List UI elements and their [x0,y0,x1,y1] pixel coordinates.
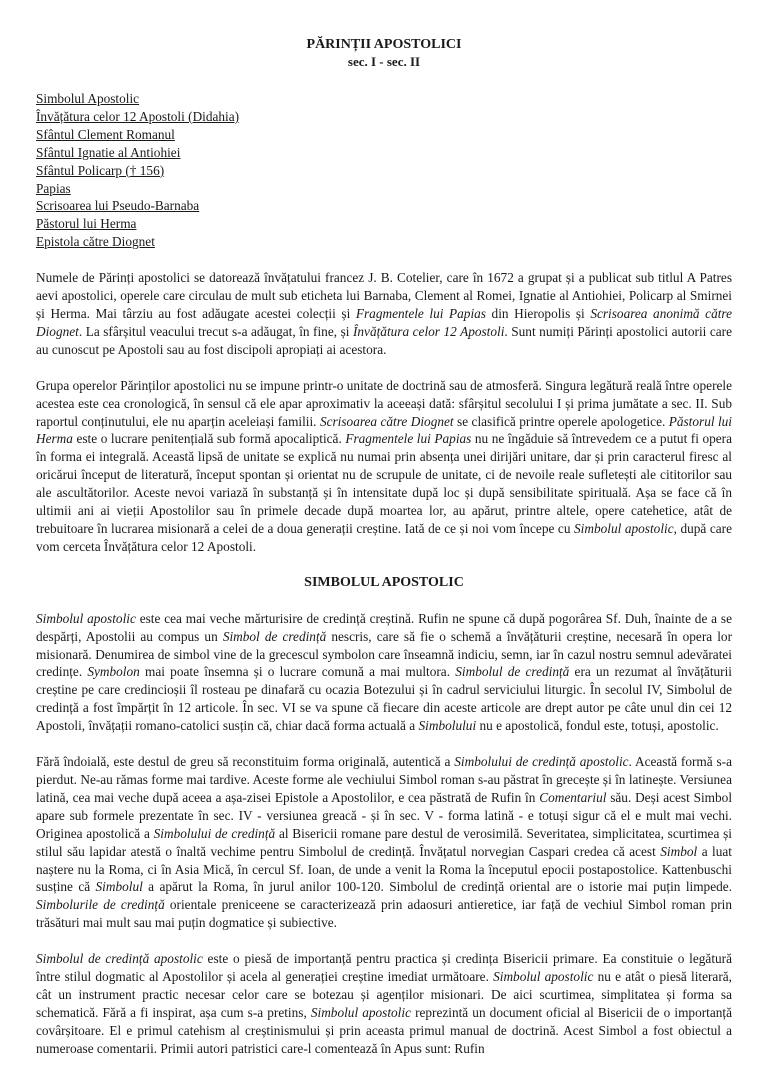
toc-link[interactable]: Sfântul Policarp († 156) [36,162,165,178]
italic-text: Simbolul apostolic [310,1004,411,1020]
toc-link[interactable]: Scrisoarea lui Pseudo-Barnaba [36,198,200,214]
toc-item [36,197,732,215]
toc-item [36,108,732,126]
toc-link[interactable]: Sfântul Ignatie al Antiohiei [36,144,181,160]
italic-text: Fragmentele lui Papias [355,305,486,321]
toc-item [36,90,732,108]
text-run: nescris, care să fie o schemă a învățăturii creștine, necesară în opera lor misionară. Denumirea de simbol vine de la grecescul symbolon care înseamnă indiciu, semn, iar în cazul nostru semnul adevăratei credințe. [36,628,732,680]
italic-text: Simbolului de credință apostolic [454,754,629,770]
text-run: , după care vom cerceta Învățătura celor 12 Apostoli. [36,520,733,554]
toc-link[interactable]: Păstorul lui Herma [36,216,137,232]
text-run: a luat naștere nu la Roma, ci în Asia Mică, în cercul Sf. Ioan, de unde a venit la Roma la începutul epocii postapostolice. Kattenbuschi susține că [36,843,733,895]
italic-text: Scrisoarea anonimă către Diognet [36,305,732,339]
italic-text: Simbolul [95,879,143,895]
italic-text: Simbolului de credință [153,825,276,841]
italic-text: Simbolul de credință apostolic [36,951,203,967]
intro-section [36,269,732,556]
italic-text: Fragmentele lui Papias [345,431,472,447]
text-run: este o piesă de importanță pentru practica și credința Bisericii primare. Ea constituie o legătură între stilul dogmatic al Apostolilor și acela al generației creștine imediat următoare. [36,951,732,985]
text-run: nu ne îngăduie să întrevedem ce a putut fi opera în forma ei integrală. Această lipsă de unitate se explică nu numai prin absența unei dirijări unitare, dar și prin caracterul firesc al oricărui început de literatură, început spontan și orientat nu de scrupule de unitate, ci de nevoile reale sufletești ale cititorilor sau ale ascultătorilor. Aceste nevoi variază în substanță și în intensitate după loc și după sensibilitate spirituală. Așa se face că în ultimii ani ai vieții Apostolilor sau în primele decade după moartea lor, au apărut, printre altele, opere catehetice, atât de trebuitoare în lucrarea misionară a celei de a doua generații creștine. Iată de ce și noi vom începe cu [36,431,733,536]
text-run: era un rezumat al învățăturii creștine pe care credincioșii îl rosteau pe dinafară cu ocazia Botezului și în cadrul serviciului liturgic. În secolul IV, Simbolul de credință a fost împărțit în 12 articole. În sec. VI se va spune că fiecare din aceste articole are drept autor pe câte unul din cei 12 Apostoli, învățații romano-catolici susțin că, chiar dacă forma actuală a [36,664,732,734]
italic-text: Symbolon [87,664,140,680]
body-paragraph [36,269,732,359]
toc-item [36,126,732,144]
italic-text: Simbolului [418,718,477,734]
text-run: reprezintă un document oficial al Bisericii de o importanță covârșitoare. El e primul catehism al creștinismului și prin aceasta primul manual de doctrină. Acest Simbol a fost obiectul a numeroase comentarii. Primii autori patristici care-l comentează în Apus sunt: Rufin [36,1004,732,1056]
text-run: a apărut la Roma, în jurul anilor 100-120. Simbolul de credință oriental are o istorie mai puțin limpede. [142,879,732,895]
body-paragraph [36,753,732,932]
text-run: . Sunt numiți Părinți apostolici autorii care au cunoscut pe Apostoli sau au fost discipoli apropiați ai acestora. [36,323,732,357]
text-run: din Hieropolis și [485,305,591,321]
text-run: . La sfârșitul veacului trecut s-a adăugat, în fine, și [78,323,353,339]
toc-link[interactable]: Sfântul Clement Romanul [36,126,175,142]
document-page [36,36,732,1076]
text-run: este o lucrare penitențială sub formă apocaliptică. [72,431,346,447]
toc-item [36,180,732,198]
text-run: al Bisericii romane pare destul de verosimilă. Severitatea, simplicitatea, scurtimea și stilul său lapidar atestă o înaltă vechime pentru Simbolul de credință. Învățatul norvegian Caspari credea că acest [36,825,732,859]
text-run: nu e apostolică, fondul este, totuși, apostolic. [476,718,719,734]
italic-text: Comentariul [539,789,607,805]
text-run: Numele de Părinți apostolici se datorează învățatului francez J. B. Cotelier, care în 1672 a grupat și a publicat sub titlul A Patres aevi apostolici, operele care circulau de mult sub eticheta lui Barnaba, Clement al Romei, Ignatie al Antiohiei, Policarp al Smirnei și Herma. Mai târziu au fost adăugate acestei colecții și [36,270,732,321]
toc-item [36,162,732,180]
simbolul-section [36,610,732,1058]
italic-text: Simbol de credință [222,628,327,644]
table-of-contents [36,90,732,251]
text-run: Grupa operelor Părinților apostolici nu se impune printr-o unitate de doctrină sau de atmosferă. Singura legătură reală între operele acestea este cea cronologică, în sensul că ele apar aproximativ la aceeași dată: sfârșitul secolului I și prima jumătate a sec. II. Sub raportul conținutului, ele nu aparțin aceleiași familii. [36,377,732,429]
toc-item [36,144,732,162]
toc-link[interactable]: Papias [36,180,71,196]
text-run: Fără îndoială, este destul de greu să reconstituim forma originală, autentică a [36,754,455,770]
text-run: . Această formă s-a pierdut. Ne-au rămas forme mai tardive. Aceste forme ale vechiului Simbol roman s-au păstrat în grecește și în latinește. Versiunea latină, cea mai veche după aceea a așa-zisei Epistole a Apostolilor, e cea păstrată de Rufin în [36,754,732,805]
italic-text: Simbolul apostolic [493,969,594,985]
italic-text: Simbolul apostolic [36,610,136,626]
body-paragraph [36,377,732,556]
italic-text: Păstorul lui Herma [36,413,733,447]
text-run: nu e atât o piesă literară, cât un instrument practic necesar celor care se botezau și agenților misionari. De aici scurtimea, simplitatea și forma sa schematică. Fără a fi inspirat, așa cum s-a pretins, [36,969,732,1020]
italic-text: Simbol [660,843,698,859]
body-paragraph [36,610,732,735]
toc-item [36,233,732,251]
text-run: orientale preniceene se caracterizează prin adaosuri antieretice, iar față de vechiul Simbol roman prin trăsături mai mult sau mai puțin dogmatice și subiective. [36,897,732,931]
text-run: este cea mai veche mărturisire de credință creștină. Rufin ne spune că după pogorârea Sf. Duh, înainte de a se despărți, Apostolii au compus un [36,610,732,644]
italic-text: Simbolul de credință [455,664,570,680]
text-run: se clasifică printre operele apologetice. [453,413,669,429]
toc-link[interactable]: Învățătura celor 12 Apostoli (Didahia) [36,108,240,124]
page-subtitle: sec. I - sec. II [347,54,421,69]
italic-text: Simbolul apostolic [574,520,674,536]
text-run: mai poate însemna și o lucrare comună a mai multora. [139,664,456,680]
page-title: PĂRINȚII APOSTOLICI [306,37,462,52]
toc-link[interactable]: Simbolul Apostolic [36,91,140,106]
italic-text: Scrisoarea către Diognet [319,413,454,429]
text-run: său. Deși acest Simbol apare sub formele prezentate în sec. IV - versiunea greacă - și în sec. V - forma latină - e totuși sigur că el e mult mai vechi. Originea apostolică a [36,789,733,841]
section-title: SIMBOLUL APOSTOLIC [304,574,464,590]
italic-text: Simbolurile de credință [36,897,165,913]
body-paragraph [36,950,732,1057]
toc-link[interactable]: Epistola către Diognet [36,234,155,250]
toc-item [36,215,732,233]
italic-text: Învățătura celor 12 Apostoli [352,323,505,339]
